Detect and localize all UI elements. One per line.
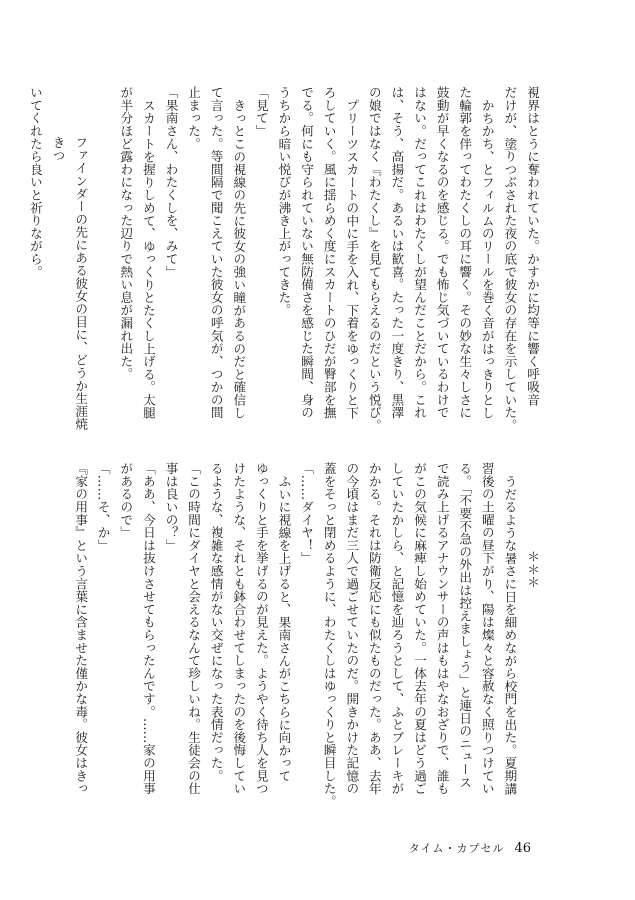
blank-line <box>91 86 114 438</box>
text-line: きっとこの視線の先に彼女の強い瞳があるのだと確信し <box>231 99 247 419</box>
text-line: スカートを握りしめて、ゆっくりとたくし上げる。太腿 <box>140 99 156 419</box>
text-line: の娘ではなく『わたくし』を見てもらえるのだという悦び。 <box>366 86 382 432</box>
text-line: だけが、塗りつぶされた夜の底で彼女の存在を示していた。 <box>502 86 518 432</box>
text-line: て言った。等間隔で聞こえていた彼女の呼気が、つかの間 <box>208 86 224 419</box>
text-line: プリーツスカートの中に手を入れ、下着をゆっくりと下 <box>344 99 360 419</box>
text-block-bottom <box>73 462 543 814</box>
dialogue-line: 「ああ、今日は抜けさせてもらったんです。……家の用事 <box>140 462 156 795</box>
text-line: 鼓動が早くなるのを感じる。でも怖じ気づいているわけで <box>434 86 450 419</box>
text-line: うだるような暑さに日を細めながら校門を出た。夏期講 <box>502 475 518 795</box>
text-line: ろしていく。風に揺らめく度にスカートのひだが臀部を撫 <box>321 86 337 419</box>
text-line: はない。だってこれはわたくしが望んだことだから。これ <box>412 86 428 419</box>
text-line: がこの気候に麻痺し始めていた。一体去年の夏はどう過ご <box>412 462 428 795</box>
text-line: の今頃はまだ三人で過ごせていたのだ。開きかけた記憶の <box>344 462 360 795</box>
text-line: けたような、それとも鉢合わせてしまったのを後悔してい <box>231 462 247 795</box>
text-line: していたかしら、と記憶を辿ろうとして、ふとブレーキが <box>389 462 405 795</box>
text-line: た輪郭を伴ってわたくしの耳に響く。その妙な生々しさに <box>457 86 473 419</box>
text-line: で読み上げるアナウンサーの声はもはやなおざりで、誰も <box>434 462 450 795</box>
text-line: が半分ほど露わになった辺りで熱い息が漏れ出た。 <box>118 86 134 381</box>
dialogue-line: 「この時間にダイヤと会えるなんて珍しいね。生徒会の仕 <box>186 462 202 795</box>
text-line: るような、複雑な感情がない交ぜになった表情だった。 <box>208 462 224 782</box>
text-line: 『家の用事』という言葉に含ませた僅かな毒。彼女はきっ <box>73 462 89 795</box>
text-line: る。「不要不急の外出は控えましょう」と連日のニュース <box>457 462 473 789</box>
text-line: かちかち、とフィルムのリールを巻く音がはっきりとし <box>479 99 495 419</box>
text-line: ふいに視線を上げると、果南さんがこちらに向かって <box>276 475 292 783</box>
dialogue-line: 事は良いの？」 <box>163 462 179 552</box>
text-line: 習後の土曜の昼下がり、陽は燦々と容赦なく照りつけてい <box>479 462 495 795</box>
text-line: うちから暗い悦びが沸き上がってきた。 <box>276 86 292 317</box>
text-line: ゆっくりと手を挙げるのが見えた。ようやく待ち人を見つ <box>253 462 269 795</box>
page-number: 46 <box>514 841 531 856</box>
dialogue-line: 「見て」 <box>253 86 269 138</box>
dialogue-line: があるので」 <box>118 462 134 539</box>
text-line: でる。何にも守られていない無防備さを感じた瞬間、身の <box>299 86 315 419</box>
running-title: タイム・カプセル <box>408 842 505 855</box>
text-line: ファインダーの先にある彼女の目に、どうか生涯焼きつ <box>50 136 89 431</box>
text-line: 止まった。 <box>186 86 202 150</box>
text-line: 蓋をそっと閉めるように、わたくしはゆっくりと瞬目した。 <box>321 462 337 808</box>
section-break: ＊＊＊ <box>525 550 540 589</box>
text-block-top <box>27 86 543 438</box>
dialogue-line: 「……ダイヤ！」 <box>299 462 315 565</box>
dialogue-line: 「……そ、か」 <box>95 462 111 552</box>
text-line: 視界はとうに奪われていた。かすかに均等に響く呼吸音 <box>525 86 540 406</box>
dialogue-line: 「果南さん、わたくしを、みて」 <box>163 86 179 278</box>
page-footer <box>409 840 531 856</box>
text-line: かかる。それは防衛反応にも似たものだった。ああ、去年 <box>366 462 382 795</box>
text-line: いてくれたら良いと祈りながら。 <box>27 86 43 278</box>
text-line: は、そう、高揚だ。あるいは歓喜。たった一度きり、黒澤 <box>389 86 405 419</box>
